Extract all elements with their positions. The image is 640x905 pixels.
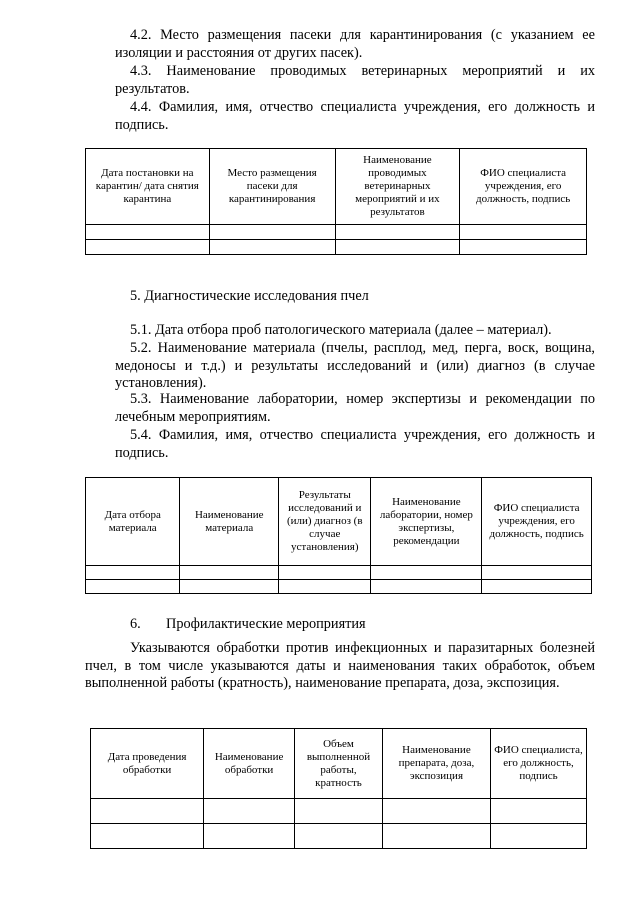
table-cell[interactable] xyxy=(279,580,371,594)
table-header: Объем выполненной работы, кратность xyxy=(295,729,383,799)
table-header: Дата проведения обработки xyxy=(91,729,204,799)
table-cell[interactable] xyxy=(482,566,592,580)
section-6-number: 6. xyxy=(130,616,141,632)
table-header: Наименование препарата, доза, экспозиция xyxy=(382,729,490,799)
table-cell[interactable] xyxy=(209,225,335,240)
table-cell[interactable] xyxy=(204,799,295,824)
table-cell[interactable] xyxy=(295,799,383,824)
table-header: ФИО специалиста учреждения, его должность, подпись xyxy=(460,149,587,225)
section-5-heading: 5. Диагностические исследования пчел xyxy=(130,288,369,304)
table-row xyxy=(86,566,592,580)
table-header: Место размещения пасеки для карантинирования xyxy=(209,149,335,225)
table-cell[interactable] xyxy=(490,824,586,849)
table-cell[interactable] xyxy=(204,824,295,849)
prevention-table xyxy=(90,728,587,849)
table-cell[interactable] xyxy=(180,566,279,580)
table-cell[interactable] xyxy=(86,566,180,580)
table-cell[interactable] xyxy=(209,240,335,255)
table-cell[interactable] xyxy=(91,824,204,849)
table-cell[interactable] xyxy=(295,824,383,849)
table-cell[interactable] xyxy=(460,240,587,255)
paragraph-4-3: 4.3. Наименование проводимых ветеринарных мероприятий и их результатов. xyxy=(115,63,595,97)
table-row xyxy=(91,799,587,824)
table-header: Результаты исследований и (или) диагноз (в случае установления) xyxy=(279,478,371,566)
table-cell[interactable] xyxy=(371,580,482,594)
paragraph-5-1: 5.1. Дата отбора проб патологического материала (далее – материал). xyxy=(130,322,552,338)
table-cell[interactable] xyxy=(490,799,586,824)
table-cell[interactable] xyxy=(86,225,210,240)
table-row xyxy=(86,225,587,240)
paragraph-5-2: 5.2. Наименование материала (пчелы, расплод, мед, перга, воск, вощина, медоносы и т.д.) и результаты исследований и (или) диагноз (в случае установления). xyxy=(115,340,595,392)
section-6-paragraph: Указываются обработки против инфекционных и паразитарных болезней пчел, в том числе указываются даты и наименования таких обработок, объем выполненной работы (кратность), наименование препарата, доза, экспозиция. xyxy=(85,640,595,692)
table-row xyxy=(91,824,587,849)
table-header: Наименование проводимых ветеринарных мероприятий и их результатов xyxy=(335,149,460,225)
diagnostics-table xyxy=(85,477,592,594)
table-cell[interactable] xyxy=(91,799,204,824)
table-cell[interactable] xyxy=(482,580,592,594)
table-header: Дата постановки на карантин/ дата снятия карантина xyxy=(86,149,210,225)
table-header: Дата отбора материала xyxy=(86,478,180,566)
table-cell[interactable] xyxy=(335,240,460,255)
section-6-title: Профилактические мероприятия xyxy=(166,616,366,632)
table-cell[interactable] xyxy=(382,824,490,849)
table-header: Наименование обработки xyxy=(204,729,295,799)
paragraph-4-2: 4.2. Место размещения пасеки для карантинирования (с указанием ее изоляции и расстояния от других пасек). xyxy=(115,27,595,61)
paragraph-5-4: 5.4. Фамилия, имя, отчество специалиста учреждения, его должность и подпись. xyxy=(115,427,595,461)
table-cell[interactable] xyxy=(382,799,490,824)
quarantine-table xyxy=(85,148,587,255)
paragraph-4-4: 4.4. Фамилия, имя, отчество специалиста учреждения, его должность и подпись. xyxy=(115,99,595,133)
table-header: ФИО специалиста, его должность, подпись xyxy=(490,729,586,799)
table-header: Наименование лаборатории, номер экспертизы, рекомендации xyxy=(371,478,482,566)
table-cell[interactable] xyxy=(180,580,279,594)
table-cell[interactable] xyxy=(86,580,180,594)
table-cell[interactable] xyxy=(371,566,482,580)
table-cell[interactable] xyxy=(279,566,371,580)
paragraph-5-3: 5.3. Наименование лаборатории, номер экспертизы и рекомендации по лечебным мероприятиям. xyxy=(115,391,595,425)
table-header: Наименование материала xyxy=(180,478,279,566)
table-row xyxy=(86,240,587,255)
table-cell[interactable] xyxy=(86,240,210,255)
table-cell[interactable] xyxy=(335,225,460,240)
table-row xyxy=(86,580,592,594)
table-cell[interactable] xyxy=(460,225,587,240)
table-header: ФИО специалиста учреждения, его должность, подпись xyxy=(482,478,592,566)
